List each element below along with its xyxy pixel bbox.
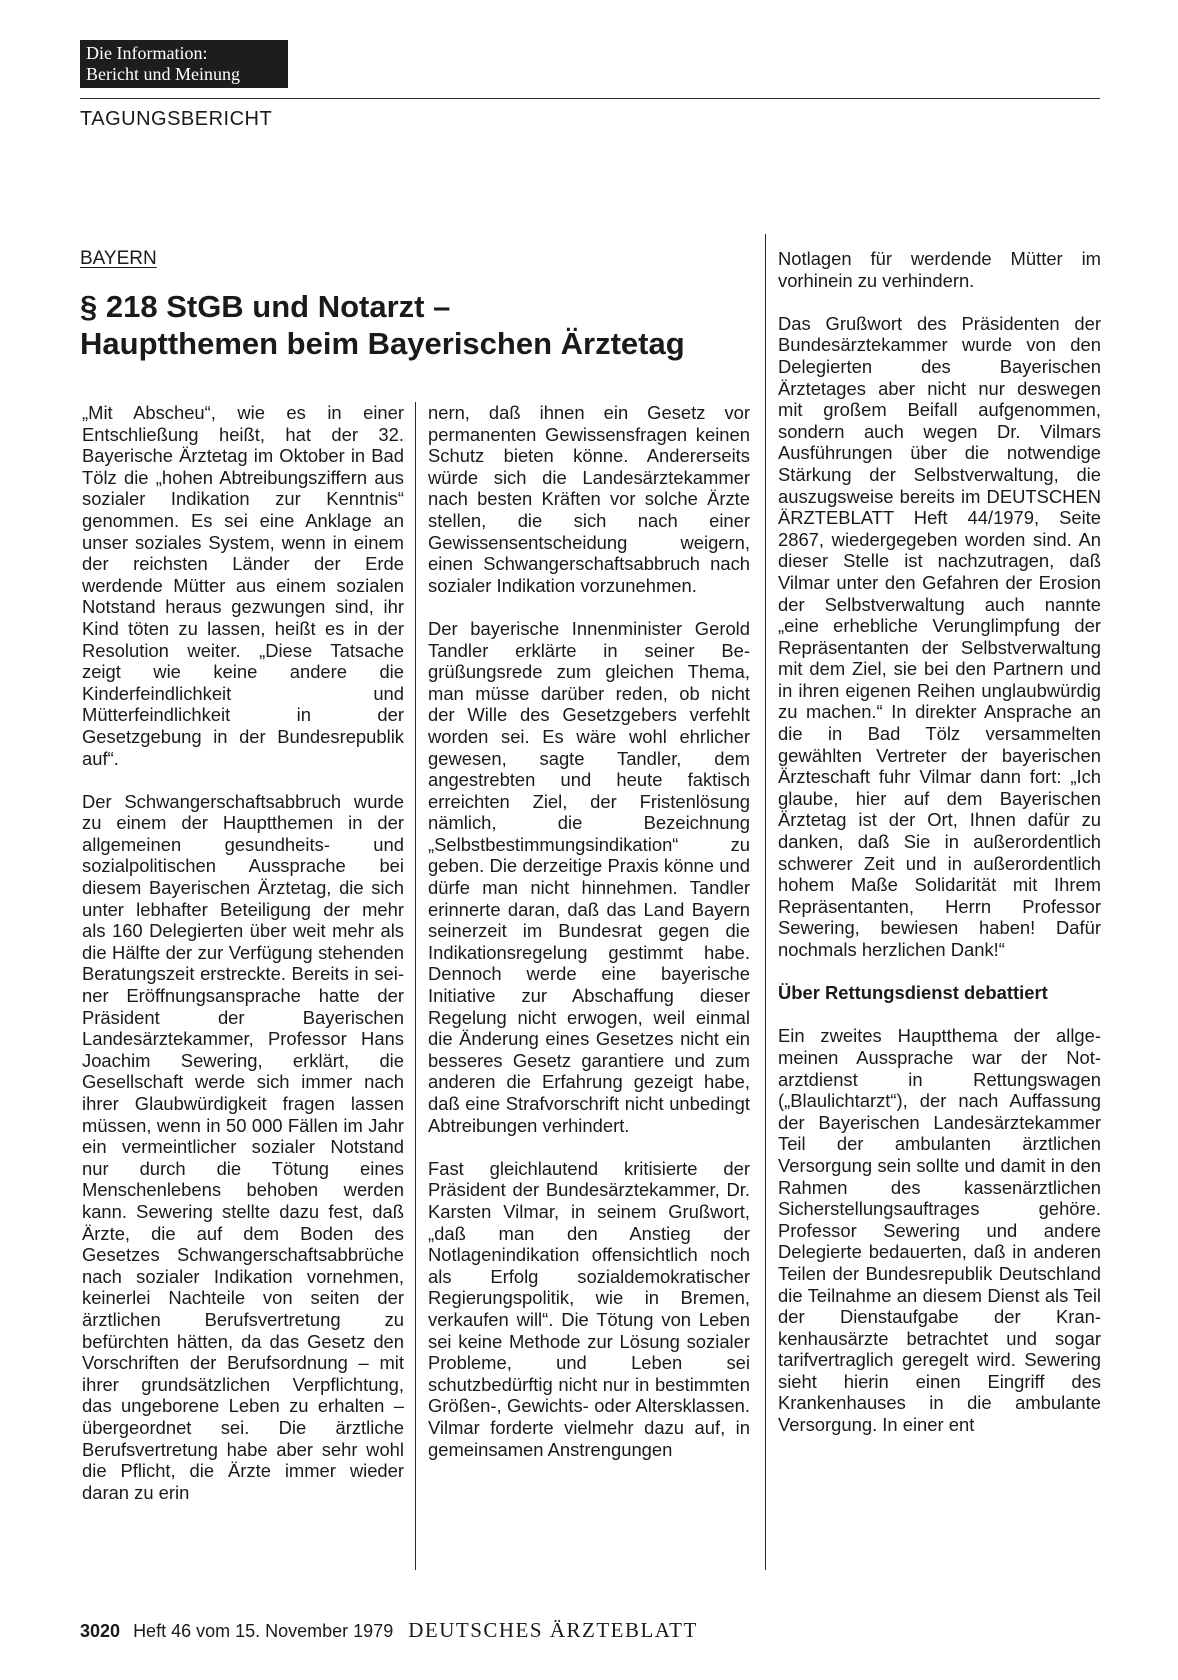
section-label-line2: Bericht und Meinung xyxy=(86,64,240,84)
column-divider xyxy=(415,402,416,1570)
page-footer xyxy=(80,1618,698,1643)
article-column-3 xyxy=(778,248,1101,1436)
top-divider xyxy=(80,98,1100,99)
paragraph: Das Grußwort des Präsidenten der Bundesärztekammer wurde von den Delegierten des Bayerischen Ärztetages aber nicht nur deswegen mit großem Beifall aufgenommen, sondern auch wegen Dr. Vilmars Ausführungen über die notwendige Stärkung der Selbstverwaltung, die auszugsweise bereits im DEUTSCHEN ÄRZTEBLATT Heft 44/1979, Seite 2867, wiedergegeben worden sind. An dieser Stelle ist nachzutragen, daß Vilmar unter den Gefahren der Erosion der Selbstverwaltung auch nannte „eine erhebliche Verunglimpfung der Repräsentanten der Selbstverwaltung mit dem Ziel, sie bei den Partnern und in ihren eigenen Reihen unglaubwürdig zu machen.“ In direkter Ansprache an die in Bad Tölz versammelten gewählten Vertreter der bayerischen Ärzteschaft fuhr Vilmar dann fort: „Ich glaube, hier auf dem Bayerischen Ärztetag ist der Ort, Ihnen dafür zu danken, daß Sie in außerordentlich schwerer Zeit und in außerordentlich hohem Maße Solidarität mit Ihrem Repräsentanten, Herrn Professor Sewering, bewiesen haben! Dafür nochmals herzlichen Dank!“ xyxy=(778,312,1101,960)
kicker: TAGUNGSBERICHT xyxy=(80,108,273,130)
headline-line1: § 218 StGB und Notarzt – xyxy=(80,289,451,324)
subheading: Über Rettungsdienst debattiert xyxy=(778,982,1048,1004)
paragraph: Fast gleichlautend kritisierte der Präsident der Bundesärztekammer, Dr. Karsten Vilmar, in seinem Grußwort, „daß man den Anstieg der Notlagenindikation offensichtlich noch als Erfolg sozialdemokratischer Regierungspolitik, wie in Bremen, verkaufen will“. Die Tötung von Leben sei keine Methode zur Lösung sozialer Probleme, und Leben sei schutzbedürftig nicht nur in bestimmten Größen-, Gewichts- oder Altersklassen. Vilmar forderte vielmehr dazu auf, in gemeinsamen Anstrengungen xyxy=(428,1157,750,1460)
section-label-line1: Die Information: xyxy=(86,43,208,63)
article-column-1 xyxy=(82,402,404,1503)
column-divider xyxy=(765,234,766,1570)
paragraph: „Mit Abscheu“, wie es in einer Entschließung heißt, hat der 32. Bayerische Ärztetag im Oktober in Bad Tölz die „hohen Abtreibungsziffern aus sozialer Indikation zur Kenntnis“ genommen. Es sei eine Anklage an unser soziales System, wenn in einem der reichsten Länder der Erde werdende Mütter aus einem sozialen Notstand heraus gezwungen sind, ihr Kind töten zu lassen, heißt es in der Resolution weiter. „Diese Tatsache zeigt wie keine andere die Kinderfeindlichkeit und Mütterfeindlichkeit in der Gesetzgebung in der Bundesrepublik auf“. xyxy=(82,402,404,769)
rubric: BAYERN xyxy=(80,248,157,269)
paragraph: Der bayerische Innenminister Gerold Tandler erklärte in seiner Begrüßungsrede zum gleichen Thema, man müsse darüber reden, ob nicht der Wille des Gesetzgebers verfehlt worden sei. Es wäre wohl ehrlicher gewesen, sagte Tandler, dem angestrebten und heute faktisch erreichten Ziel, der Fristenlösung nämlich, die Bezeichnung „Selbstbestimmungsindikation“ zu geben. Die derzeitige Praxis könne und dürfe man nicht hinnehmen. Tandler erinnerte daran, daß das Land Bayern seinerzeit im Bundesrat gegen die Indikationsregelung gestimmt habe. Dennoch werde eine bayerische Initiative zur Abschaffung dieser Regelung nicht erwogen, weil einmal die Änderung eines Gesetzes nicht ein besseres Gesetz garantiere und zum anderen die Erfahrung gezeigt habe, daß eine Strafvorschrift nicht unbedingt Abtreibungen verhindert. xyxy=(428,617,750,1136)
page-number: 3020 xyxy=(80,1621,121,1641)
headline xyxy=(80,288,760,362)
issue-info: Heft 46 vom 15. November 1979 xyxy=(133,1621,394,1641)
paragraph: Der Schwangerschaftsabbruch wurde zu einem der Hauptthemen in der allgemeinen gesundheits- und sozialpolitischen Aussprache bei diesem Bayerischen Ärztetag, die sich unter lebhafter Beteiligung der mehr als 160 Delegierten über weit mehr als die Hälfte der zur Verfügung stehenden Beratungszeit erstreckte. Bereits in seiner Eröffnungsansprache hatte der Präsident der Bayerischen Landesärztekammer, Professor Hans Joachim Sewering, erklärt, die Gesellschaft werde sich immer nach ihrer Glaubwürdigkeit fragen lassen müssen, wenn in 50 000 Fällen im Jahr ein vermeintlicher sozialer Notstand nur durch die Tötung eines Menschenlebens behoben werden kann. Sewering stellte dazu fest, daß Ärzte, die auf dem Boden des Gesetzes Schwangerschaftsabbrüche nach sozialer Indikation vornehmen, keinerlei Nachteile von seiten der ärztlichen Berufsvertretung zu befürchten hätten, da das Gesetz den Vorschriften der Berufsordnung – mit ihrer grundsätzlichen Verpflichtung, das ungeborene Leben zu erhalten – übergeordnet sei. Die ärztliche Berufsvertretung habe aber sehr wohl die Pflicht, die Ärzte immer wieder daran zu erin xyxy=(82,790,404,1503)
journal-masthead: DEUTSCHES ÄRZTEBLATT xyxy=(408,1618,698,1642)
paragraph: Notlagen für werdende Mütter im vorhinein zu verhindern. xyxy=(778,248,1101,291)
paragraph: Ein zweites Hauptthema der allgemeinen Aussprache war der Notarztdienst in Rettungswagen („Blaulichtarzt“), der nach Auffassung der Bayerischen Landesärztekammer Teil der ambulanten ärztlichen Versorgung sein sollte und damit in den Rahmen des kassenärztlichen Sicherstellungsauftrages gehöre. Professor Sewering und andere Delegierte bedauerten, daß in anderen Teilen der Bundesrepublik Deutschland die Teilnahme an diesem Dienst als Teil der Dienstaufgabe der Krankenhausärzte betrachtet und sogar tarifvertraglich geregelt wird. Sewering sieht hierin einen Eingriff des Krankenhauses in die ambulante Versorgung. In einer ent xyxy=(778,1025,1101,1436)
section-label-box xyxy=(80,40,288,88)
article-column-2 xyxy=(428,402,750,1460)
headline-line2: Hauptthemen beim Bayerischen Ärztetag xyxy=(80,326,685,361)
paragraph: nern, daß ihnen ein Gesetz vor permanenten Gewissensfragen keinen Schutz bieten könne. Andererseits würde sich die Landesärztekammer nach besten Kräften vor solche Ärzte stellen, die sich nach einer Gewissensentscheidung weigern, einen Schwangerschaftsabbruch nach sozialer Indikation vorzunehmen. xyxy=(428,402,750,596)
